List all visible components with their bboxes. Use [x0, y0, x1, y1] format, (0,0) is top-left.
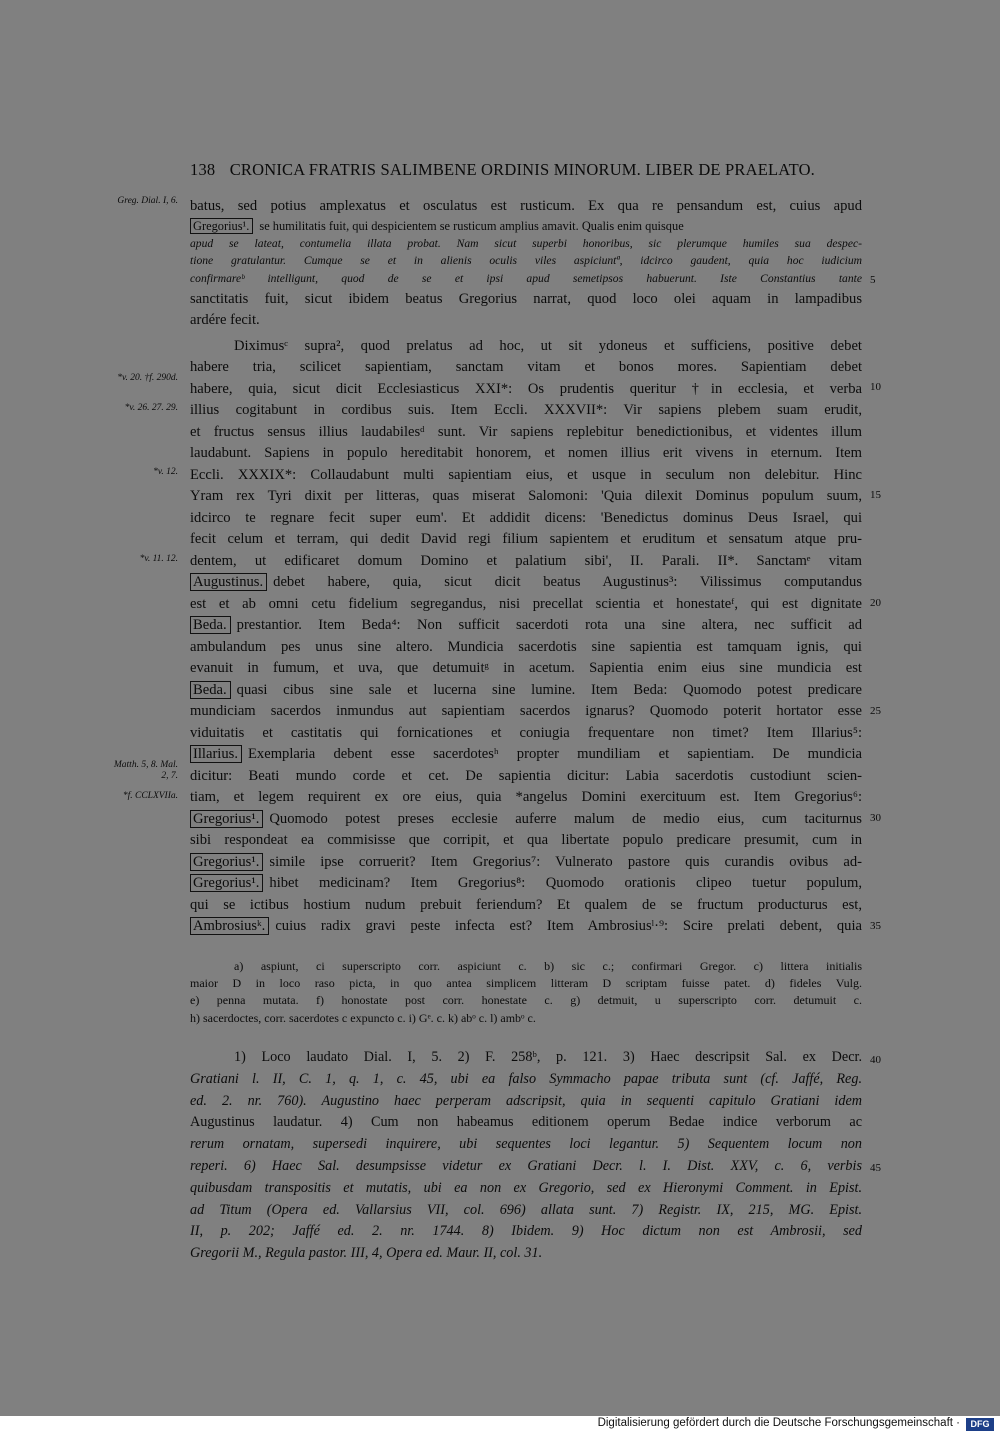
line-number: 45 — [870, 1162, 881, 1174]
text-line: Diximusᶜ supra², quod prelatus ad hoc, ut sit ydoneus et sufficiens, positive debet — [234, 337, 862, 354]
page-number: 138 — [190, 160, 216, 179]
margin-note: Matth. 5, 8. Mal. 2, 7. — [113, 760, 178, 781]
margin-note: Greg. Dial. I, 6. — [117, 196, 178, 206]
text-line: sanctitatis fuit, sicut ibidem beatus Gregorius narrat, quod loco olei aquam in lampadibus — [190, 290, 862, 307]
text-line: ardére fecit. — [190, 312, 260, 328]
text-line: idcirco te regnare fecit super eum'. Et addidit dicens: 'Benedictus dominus Deus Israel, qui — [190, 509, 862, 526]
text-line: Gregorius¹. hibet medicinam? Item Gregorius⁸: Quomodo orationis clipeo tuetur populum, — [190, 873, 862, 895]
text-line: habere tria, scilicet sapientiam, sanctam vitam et bonos mores. Sapientiam debet — [190, 359, 862, 375]
text-line: Augustinus. debet habere, quia, sicut dicit beatus Augustinus³: Vilissimus computandus — [190, 572, 862, 594]
boxed-name: Gregorius¹. — [190, 218, 253, 234]
note-line: rerum ornatam, supersedi inquirere, ubi sequentes loci legantur. 5) Sequentem locum non — [190, 1136, 862, 1153]
dfg-logo: DFG — [966, 1418, 994, 1431]
line-number: 15 — [870, 489, 881, 501]
text-line: laudabunt. Sapiens in populo hereditabit honorem, et nomen illius erit vivens in eternum. Item — [190, 445, 862, 461]
margin-note: *v. 12. — [153, 467, 178, 477]
text-line: fecit celum et terram, qui dedit David regi filium sapientem et eruditum et sensatum atque pru- — [190, 531, 862, 547]
text-line: tiam, et legem requirent ex ore eius, quia *angelus Domini exercituum est. Item Gregorius⁶: — [190, 789, 862, 805]
margin-note: *f. CCLXVIIa. — [122, 791, 178, 801]
digitization-credit-bar — [0, 1416, 1000, 1434]
boxed-name: Illarius. — [190, 745, 242, 763]
text-line: Illarius. Exemplaria debent esse sacerdotesʰ propter mundiliam et sapientiam. De mundicia — [190, 744, 862, 766]
note-line: reperi. 6) Haec Sal. desumpsisse videtur ex Gratiani Decr. l. I. Dist. XXV, c. 6, verbis — [190, 1157, 862, 1174]
text-line: habere, quia, sicut dicit Ecclesiasticus XXI*: Os prudentis queritur †in ecclesia, et verba — [190, 380, 862, 397]
boxed-name: Gregorius¹. — [190, 810, 263, 828]
text-line: qui se ictibus hostium nudum prebuit feriendum? Et qualem de se fructum producturus est, — [190, 896, 862, 913]
text-line: ambulandum pes unus sine altero. Mundicia sacerdotis sine sapientia est tamquam ignis, qui — [190, 638, 862, 655]
credit-text: Digitalisierung gefördert durch die Deutsche Forschungsgemeinschaft · — [597, 1417, 960, 1429]
text-line: dicitur: Beati mundo corde et cet. De sapientia dicitur: Labia sacerdotis custodiunt scien- — [190, 767, 862, 784]
line-number: 40 — [870, 1054, 881, 1066]
note-line: II, p. 202; Jaffé ed. 2. nr. 1744. 8) Ibidem. 9) Hoc dictum non est Ambrosii, sed — [190, 1223, 862, 1240]
margin-note: *v. 20. †f. 290d. — [117, 373, 178, 383]
running-title: CRONICA FRATRIS SALIMBENE ORDINIS MINORUM. LIBER DE PRAELATO. — [229, 160, 816, 179]
line-number: 20 — [870, 597, 881, 609]
apparatus-line: h) sacerdoctes, corr. sacerdotes c expuncto c. i) Gᵉ. c. k) abᵒ c. l) ambᵒ c. — [190, 1010, 536, 1025]
boxed-name: Gregorius¹. — [190, 853, 263, 871]
boxed-name: Beda. — [190, 681, 231, 699]
note-line: 1) Loco laudato Dial. I, 5. 2) F. 258ᵇ, p. 121. 3) Haec descripsit Sal. ex Decr. — [234, 1049, 862, 1065]
text-line: confirmareᵇ intelligunt, quod de se et ipsi apud semetipsos habuerunt. Iste Constantius tante — [190, 271, 862, 285]
apparatus-line: maior D in loco raso picta, in quo antea simplicem litteram D scriptam fuisse patet. d) fideles Vulg. — [190, 976, 862, 991]
text-line: Gregorius¹. simile ipse corruerit? Item Gregorius⁷: Vulnerato pastore quis curandis ovibus ad- — [190, 852, 862, 874]
apparatus-line: e) penna mutata. f) honostate post corr. honestate c. g) detmuit, u superscripto corr. detumuit c. — [190, 993, 862, 1008]
text-line: apud se lateat, contumelia illata probat. Nam sicut superbi honoribus, sic plerumque humiles sua despec- — [190, 236, 862, 250]
boxed-name: Ambrosiusᵏ. — [190, 917, 269, 935]
line-number: 5 — [870, 274, 876, 286]
text-line: Beda. quasi cibus sine sale et lucerna sine lumine. Item Beda: Quomodo potest predicare — [190, 680, 862, 702]
text-line: sibi respondeat ea commisisse que corripit, et qua libertate populo predicare presumit, cum in — [190, 832, 862, 848]
apparatus-line: a) aspiunt, ci superscripto corr. aspiciunt c. b) sic c.; confirmari Gregor. c) littera initialis — [234, 959, 862, 973]
line-number: 30 — [870, 812, 881, 824]
line-number: 10 — [870, 381, 881, 393]
note-line: ed. 2. nr. 760). Augustino haec perperam adscripsit, quia in sequenti capitulo Gratiani idem — [190, 1092, 862, 1109]
running-header — [190, 160, 856, 180]
text-line: Gregorius¹. se humilitatis fuit, qui despicientem se rusticum amplius amavit. Qualis enim quisque — [190, 218, 862, 235]
text-line: Eccli. XXXIX*: Collaudabunt multi sapientiam eius, et usque in seculum non delebitur. Hinc — [190, 466, 862, 483]
boxed-name: Gregorius¹. — [190, 874, 263, 892]
text-line: evanuit in fumum, et uva, que detumuitᵍ in acetum. Sapientia enim eius sine mundicia est — [190, 660, 862, 676]
note-line: quibusdam transpositis et mutatis, ubi ea non ex Gregorio, sed ex Hieronymi Comment. in Epist. — [190, 1179, 862, 1196]
note-line: ad Titum (Opera ed. Vallarsius VII, col. 696) allata sunt. 7) Registr. IX, 215, MG. Epist. — [190, 1201, 862, 1218]
boxed-name: Beda. — [190, 616, 231, 634]
text-line: dentem, ut edificaret domum Domino et palatium sibi', II. Parali. II*. Sanctamᵉ vitam — [190, 552, 862, 569]
editorial-notes — [190, 1047, 862, 1265]
text-line: illius cogitabunt in cordibus suis. Item Eccli. XXXVII*: Vir sapiens plebem suam erudit, — [190, 402, 862, 418]
margin-note: *v. 11. 12. — [139, 554, 178, 564]
text-line: viduitatis et castitatis qui fornicationes et coniugia frequentare non timet? Item Illarius⁵: — [190, 724, 862, 741]
line-number: 25 — [870, 705, 881, 717]
text-line: tione gratulantur. Cumque se et in alienis oculis viles aspiciuntª, idcirco gaudent, quia hoc iudicium — [190, 253, 862, 267]
text-line: est et ab omni cetu fidelium segregandus, nisi precellat scientia et honestateᶠ, qui est dignitate — [190, 595, 862, 612]
text-line: Gregorius¹. Quomodo potest preses ecclesie auferre malum de medio eius, cum taciturnus — [190, 809, 862, 831]
text-line: Beda. prestantior. Item Beda⁴: Non sufficit sacerdoti rota una sine altera, nec sufficit ad — [190, 615, 862, 637]
text-line: batus, sed potius amplexatus et osculatus est rusticum. Ex qua re pensandum est, cuius apud — [190, 198, 862, 214]
text-line: Yram rex Tyri dixit per litteras, quas miserat Salomoni: 'Quia dilexit Dominus populum suum, — [190, 488, 862, 504]
text-line: Ambrosiusᵏ. cuius radix gravi peste infecta est? Item Ambrosiusˡ·⁹: Scire prelati debent, quia — [190, 916, 862, 938]
text-line: et fructus sensus illius laudabilesᵈ sunt. Vir sapiens replebitur benedictionibus, et videntes illum — [190, 423, 862, 440]
note-line: Augustinus laudatur. 4) Cum non habeamus editionem operum Bedae indice verborum ac — [190, 1114, 862, 1131]
margin-note: *v. 26. 27. 29. — [124, 403, 178, 413]
main-text — [190, 196, 862, 938]
note-line: Gregorii M., Regula pastor. III, 4, Opera ed. Maur. II, col. 31. — [190, 1245, 543, 1262]
critical-apparatus — [190, 958, 862, 1027]
line-number: 35 — [870, 920, 881, 932]
boxed-name: Augustinus. — [190, 573, 267, 591]
note-line: Gratiani l. II, C. 1, q. 1, c. 45, ubi ea falso Symmacho papae tributa sunt (cf. Jaffé, Reg. — [190, 1070, 862, 1087]
text-line: mundiciam sacerdos inmundus aut sapientiam sacerdos ignarus? Quomodo poterit hortator esse — [190, 703, 862, 719]
